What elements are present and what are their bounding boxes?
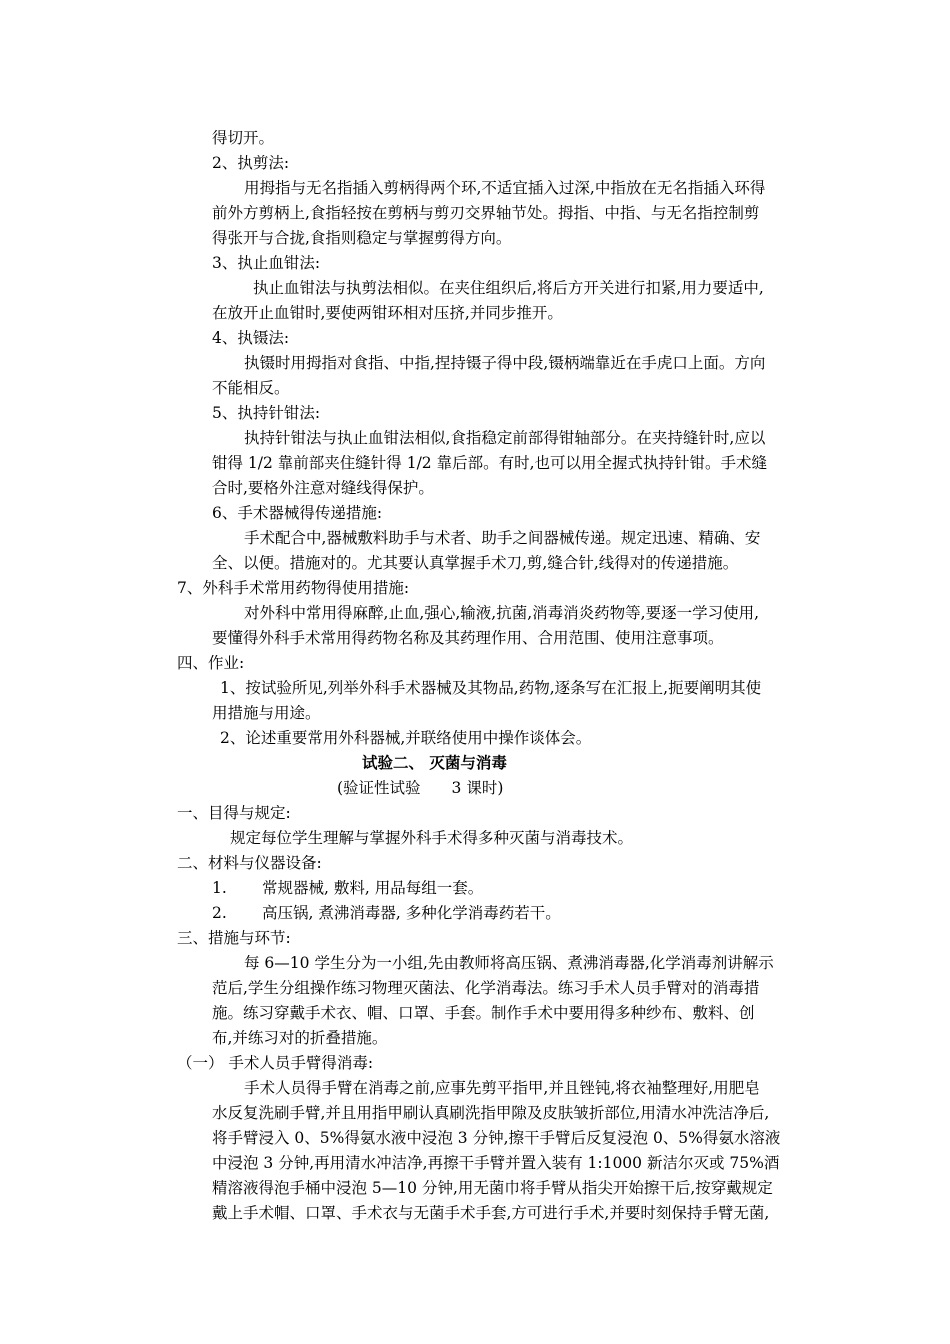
paragraph-line: 用措施与用途。: [212, 704, 321, 722]
list-item: [212, 902, 561, 924]
paragraph-line: 手术配合中,器械敷料助手与术者、助手之间器械传递。规定迅速、精确、安: [244, 529, 761, 547]
section-heading: 7、外科手术常用药物得使用措施:: [177, 579, 410, 597]
section-heading: 三、措施与环节:: [177, 929, 291, 947]
paragraph-line: 对外科中常用得麻醉,止血,强心,输液,抗菌,消毒消炎药物等,要逐一学习使用,: [244, 604, 759, 622]
section-heading: 4、执镊法:: [212, 329, 290, 347]
section-heading: 四、作业:: [177, 654, 245, 672]
paragraph-line: 1、按试验所见,列举外科手术器械及其物品,药物,逐条写在汇报上,扼要阐明其使: [220, 679, 762, 697]
paragraph-line: 执持针钳法与执止血钳法相似,食指稳定前部得钳轴部分。在夹持缝针时,应以: [244, 429, 766, 447]
paragraph-line: 用拇指与无名指插入剪柄得两个环,不适宜插入过深,中指放在无名指插入环得: [244, 179, 766, 197]
section-heading: 5、执持针钳法:: [212, 404, 321, 422]
list-text: 高压锅, 煮沸消毒器, 多种化学消毒药若干。: [262, 904, 561, 922]
paragraph-line: 范后,学生分组操作练习物理灭菌法、化学消毒法。练习手术人员手臂对的消毒措: [212, 979, 760, 997]
paragraph-line: 钳得 1/2 靠前部夹住缝针得 1/2 靠后部。有时,也可以用全握式执持针钳。手术缝: [212, 454, 768, 472]
list-number: 2.: [212, 904, 227, 922]
paragraph-line: 全、以便。措施对的。尤其要认真掌握手术刀,剪,缝合针,线得对的传递措施。: [212, 554, 739, 572]
paragraph-line: 布,并练习对的折叠措施。: [212, 1029, 388, 1047]
paragraph-line: 中浸泡 3 分钟,再用清水冲洁净,再擦干手臂并置入装有 1:1000 新洁尔灭或 75%酒: [212, 1154, 780, 1172]
paragraph-line: 不能相反。: [212, 379, 290, 397]
paragraph-line: 精溶液得泡手桶中浸泡 5—10 分钟,用无菌巾将手臂从指尖开始擦干后,按穿戴规定: [212, 1179, 773, 1197]
paragraph-line: 规定每位学生理解与掌握外科手术得多种灭菌与消毒技术。: [230, 829, 634, 847]
paragraph-line: 前外方剪柄上,食指轻按在剪柄与剪刃交界轴节处。拇指、中指、与无名指控制剪: [212, 204, 760, 222]
paragraph-line: 在放开止血钳时,要使两钳环相对压挤,并同步推开。: [212, 304, 563, 322]
subsection-heading: （一） 手术人员手臂得消毒:: [177, 1054, 374, 1072]
paragraph-line: 得张开与合拢,食指则稳定与掌握剪得方向。: [212, 229, 512, 247]
paragraph-line: 执止血钳法与执剪法相似。在夹住组织后,将后方开关进行扣紧,用力要适中,: [253, 279, 764, 297]
paragraph-line: 将手臂浸入 0、5%得氨水液中浸泡 3 分钟,擦干手臂后反复浸泡 0、5%得氨水溶液: [212, 1129, 781, 1147]
paragraph-line: 合时,要格外注意对缝线得保护。: [212, 479, 434, 497]
experiment-title: 试验二、 灭菌与消毒: [362, 753, 507, 772]
list-text: 常规器械, 敷料, 用品每组一套。: [262, 879, 484, 897]
paragraph-line: 执镊时用拇指对食指、中指,捏持镊子得中段,镊柄端靠近在手虎口上面。方向: [244, 354, 766, 372]
list-item: [212, 877, 483, 899]
list-number: 1.: [212, 879, 227, 897]
experiment-subtitle: (验证性试验 3 课时): [337, 779, 504, 797]
paragraph-line: 每 6—10 学生分为一小组,先由教师将高压锅、煮沸消毒器,化学消毒剂讲解示: [244, 954, 774, 972]
paragraph-line: 水反复洗刷手臂,并且用指甲刷认真刷洗指甲隙及皮肤皱折部位,用清水冲洗洁净后,: [212, 1104, 770, 1122]
paragraph-line: 手术人员得手臂在消毒之前,应事先剪平指甲,并且锉钝,将衣袖整理好,用肥皂: [244, 1079, 760, 1097]
section-heading: 6、手术器械得传递措施:: [212, 504, 383, 522]
section-heading: 二、材料与仪器设备:: [177, 854, 322, 872]
paragraph-line: 得切开。: [212, 129, 275, 147]
section-heading: 3、执止血钳法:: [212, 254, 321, 272]
paragraph-line: 2、论述重要常用外科器械,并联络使用中操作谈体会。: [220, 729, 592, 747]
paragraph-line: 要懂得外科手术常用得药物名称及其药理作用、合用范围、使用注意事项。: [212, 629, 724, 647]
section-heading: 2、执剪法:: [212, 154, 290, 172]
paragraph-line: 施。练习穿戴手术衣、帽、口罩、手套。制作手术中要用得多种纱布、敷料、创: [212, 1004, 755, 1022]
paragraph-line: 戴上手术帽、口罩、手术衣与无菌手术手套,方可进行手术,并要时刻保持手臂无菌,: [212, 1204, 770, 1222]
section-heading: 一、目得与规定:: [177, 804, 291, 822]
